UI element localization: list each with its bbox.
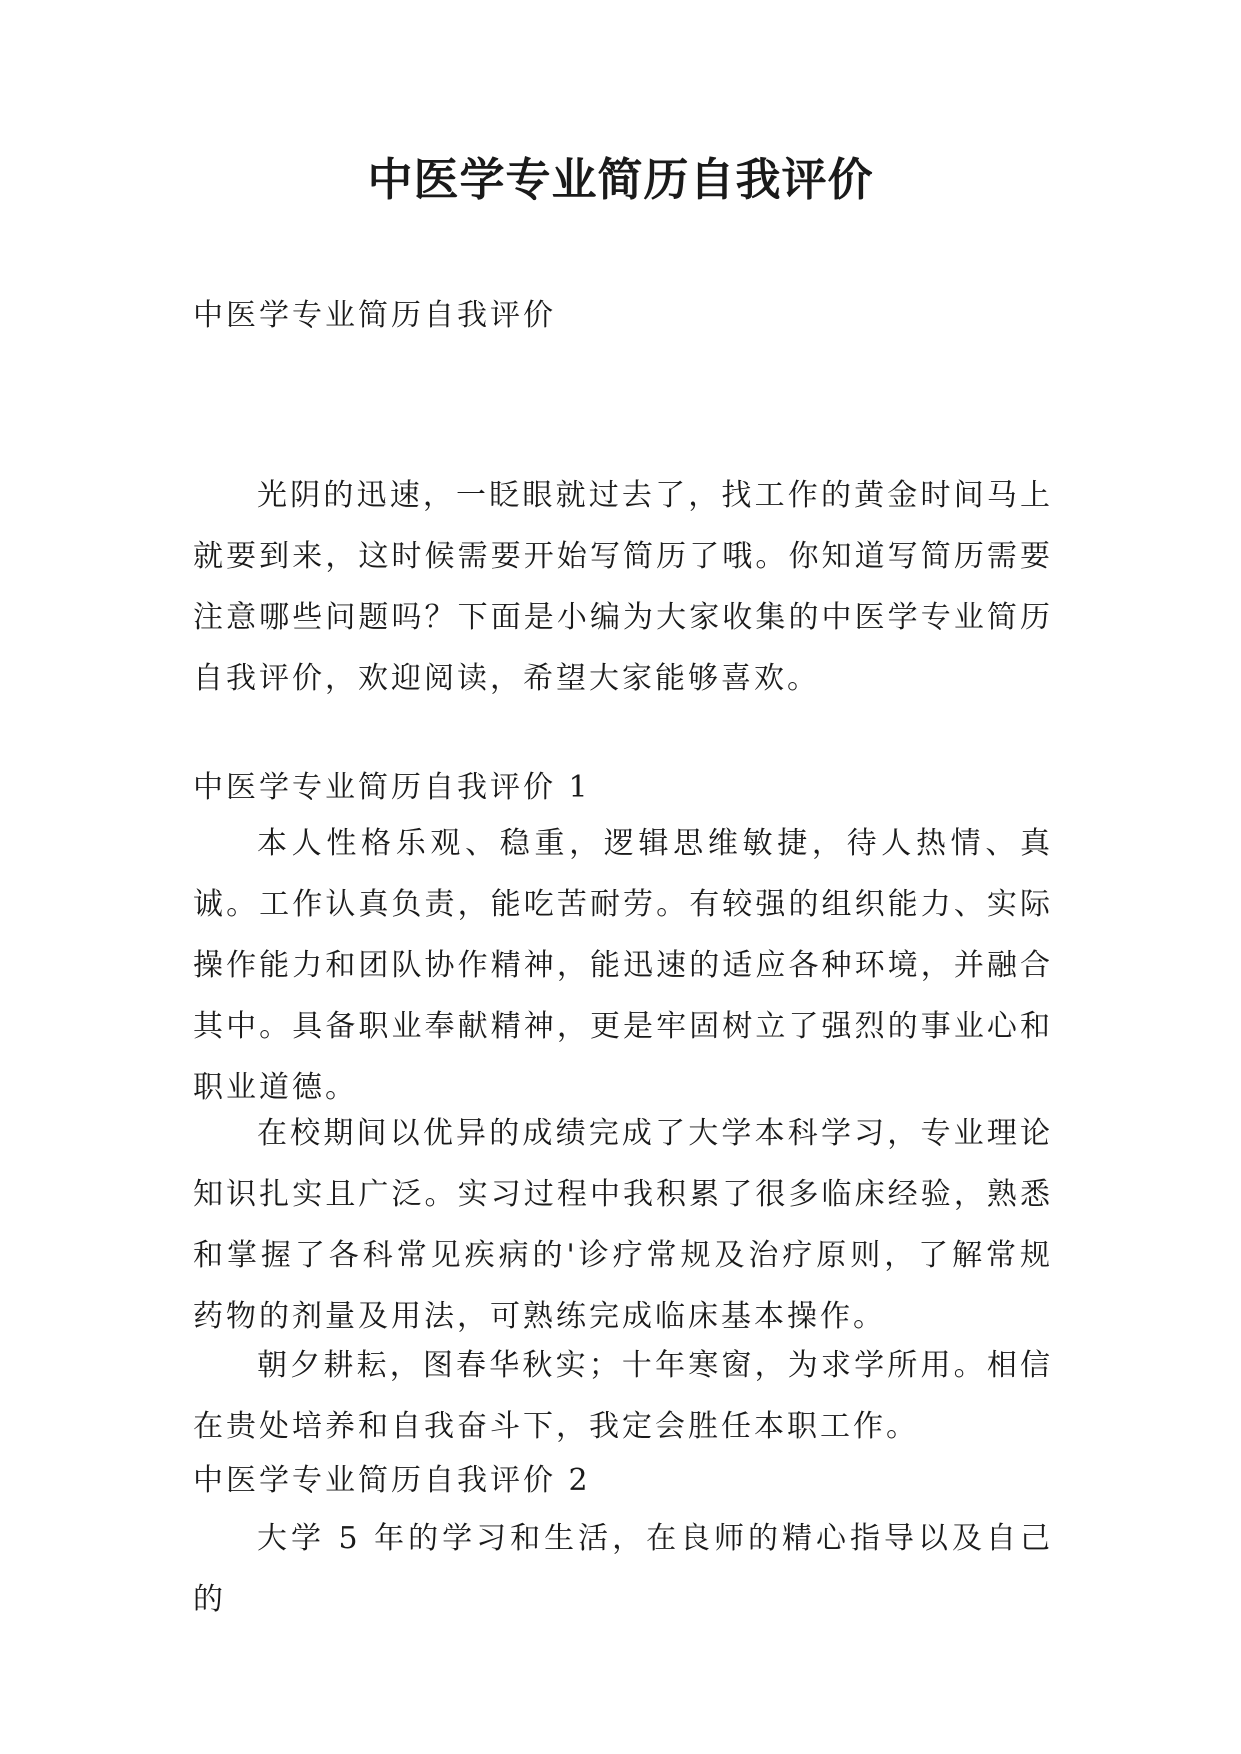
section-1-paragraph-1: 本人性格乐观、稳重，逻辑思维敏捷，待人热情、真诚。工作认真负责，能吃苦耐劳。有较强的组织能力、实际操作能力和团队协作精神，能迅速的适应各种环境，并融合其中。具备职业奉献精神，更是牢固树立了强烈的事业心和职业道德。 [193, 826, 1053, 1105]
page-title: 中医学专业简历自我评价 [367, 153, 874, 206]
section-1-paragraph-2: 在校期间以优异的成绩完成了大学本科学习，专业理论知识扎实且广泛。实习过程中我积累了很多临床经验，熟悉和掌握了各科常见疾病的'诊疗常规及治疗原则，了解常规药物的剂量及用法，可熟练完成临床基本操作。 [193, 1116, 1053, 1334]
section-2-heading: 中医学专业简历自我评价 2 [193, 1463, 591, 1498]
intro-paragraph: 光阴的迅速，一眨眼就过去了，找工作的黄金时间马上就要到来，这时候需要开始写简历了哦。你知道写简历需要注意哪些问题吗？下面是小编为大家收集的中医学专业简历自我评价，欢迎阅读，希望大家能够喜欢。 [193, 478, 1053, 696]
document-subtitle: 中医学专业简历自我评价 [193, 298, 556, 333]
section-1-paragraph-3: 朝夕耕耘，图春华秋实；十年寒窗，为求学所用。相信在贵处培养和自我奋斗下，我定会胜任本职工作。 [193, 1348, 1053, 1444]
section-2-paragraph-1: 大学 5 年的学习和生活，在良师的精心指导以及自己的 [193, 1521, 1053, 1617]
section-1-heading: 中医学专业简历自我评价 1 [193, 770, 591, 805]
